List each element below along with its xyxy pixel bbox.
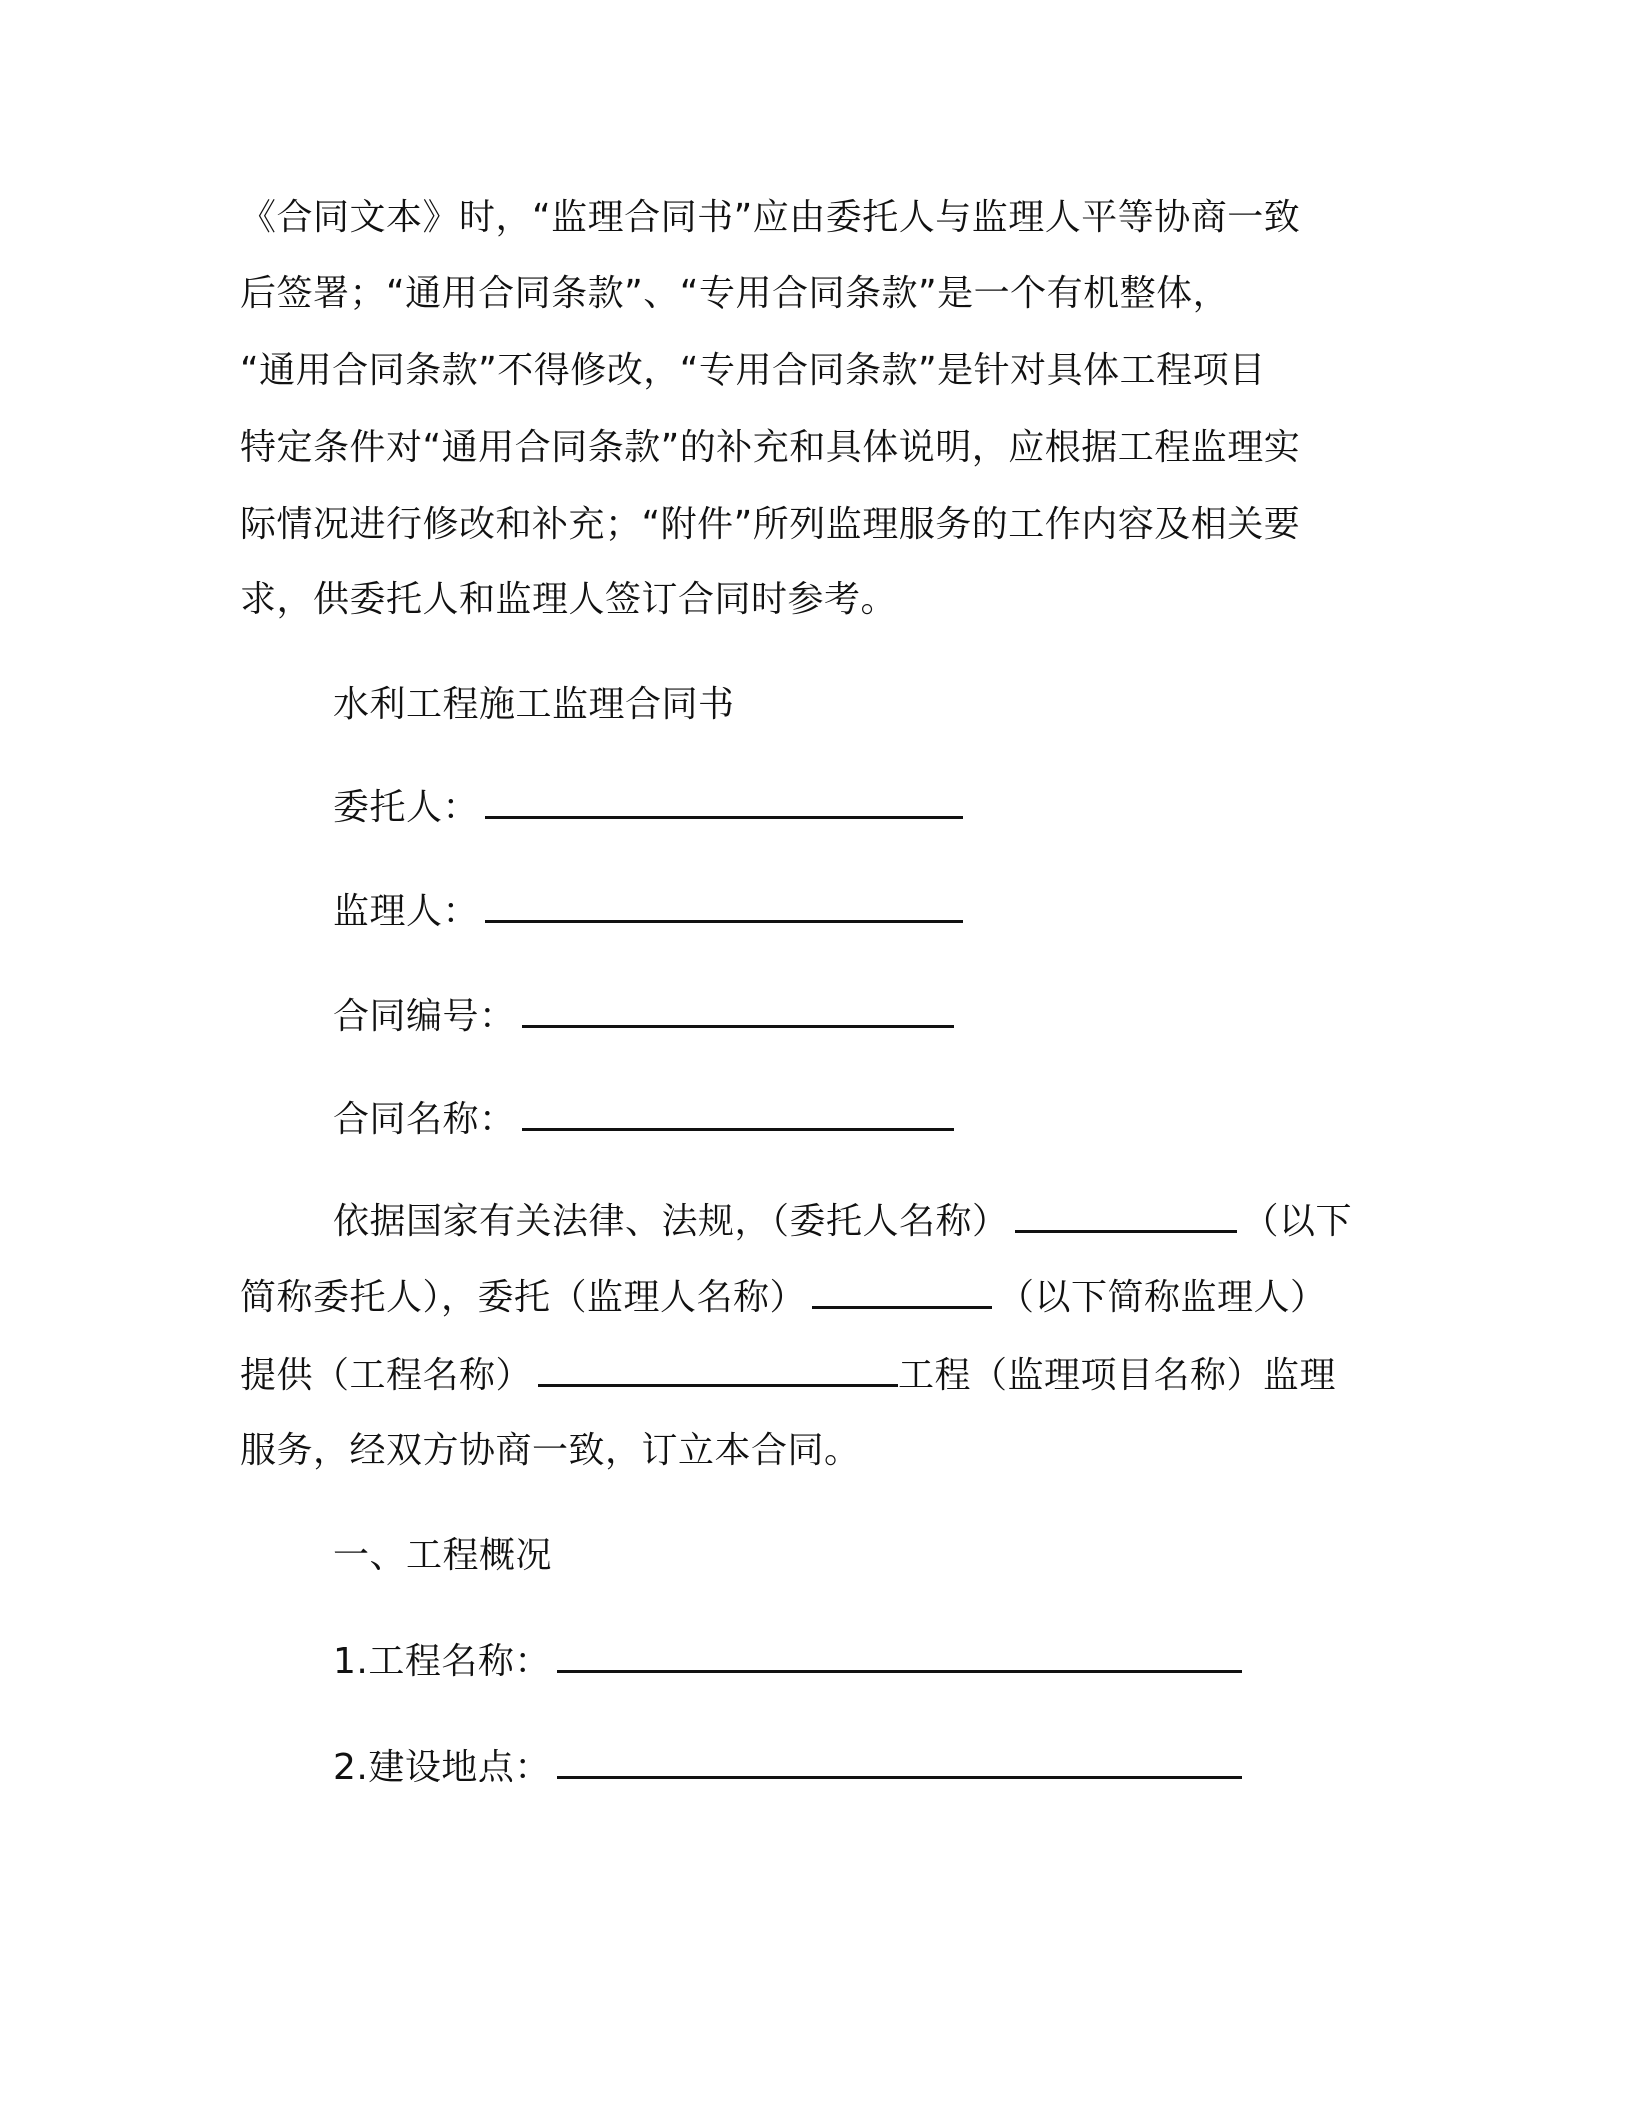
contract-name-label: 合同名称： bbox=[333, 1099, 516, 1140]
agreement-line-3 bbox=[240, 1354, 1380, 1398]
client-name-blank[interactable] bbox=[1015, 1200, 1237, 1233]
contract-name-field-row bbox=[333, 1098, 1473, 1142]
project-name-blank[interactable] bbox=[538, 1354, 898, 1387]
intro-line-4: 特定条件对“通用合同条款”的补充和具体说明，应根据工程监理实 bbox=[240, 427, 1301, 468]
project-name-label: 1.工程名称： bbox=[333, 1641, 551, 1682]
supervisor-label: 监理人： bbox=[333, 891, 480, 932]
project-name-field[interactable] bbox=[557, 1640, 1242, 1673]
construction-site-label: 2.建设地点： bbox=[333, 1747, 551, 1788]
agreement-line-4: 服务，经双方协商一致，订立本合同。 bbox=[240, 1430, 861, 1471]
intro-line-2: 后签署；“通用合同条款”、“专用合同条款”是一个有机整体， bbox=[240, 273, 1230, 314]
agreement-text: （以下 bbox=[1242, 1201, 1353, 1242]
contract-name-blank[interactable] bbox=[522, 1098, 954, 1131]
client-blank[interactable] bbox=[485, 786, 963, 819]
agreement-line-1 bbox=[333, 1200, 1473, 1244]
intro-line-5: 际情况进行修改和补充；“附件”所列监理服务的工作内容及相关要 bbox=[240, 504, 1301, 545]
client-label: 委托人： bbox=[333, 787, 480, 828]
supervisor-name-blank[interactable] bbox=[812, 1276, 992, 1309]
agreement-line-2 bbox=[240, 1276, 1380, 1320]
contract-number-field-row bbox=[333, 995, 1473, 1039]
supervisor-field-row bbox=[333, 890, 1473, 934]
supervisor-blank[interactable] bbox=[485, 890, 963, 923]
construction-site-row bbox=[333, 1746, 1473, 1790]
contract-number-blank[interactable] bbox=[522, 995, 954, 1028]
agreement-text: 工程（监理项目名称）监理 bbox=[898, 1355, 1337, 1396]
agreement-text: 提供（工程名称） bbox=[240, 1355, 533, 1396]
client-field-row bbox=[333, 786, 1473, 830]
intro-line-6: 求，供委托人和监理人签订合同时参考。 bbox=[240, 579, 898, 620]
agreement-text: （以下简称监理人） bbox=[998, 1277, 1327, 1318]
intro-line-3: “通用合同条款”不得修改，“专用合同条款”是针对具体工程项目 bbox=[240, 350, 1266, 391]
document-title: 水利工程施工监理合同书 bbox=[333, 684, 735, 725]
construction-site-field[interactable] bbox=[557, 1746, 1242, 1779]
agreement-text: 依据国家有关法律、法规，（委托人名称） bbox=[333, 1201, 1009, 1242]
intro-line-1: 《合同文本》时，“监理合同书”应由委托人与监理人平等协商一致 bbox=[240, 197, 1301, 238]
project-name-row bbox=[333, 1640, 1473, 1684]
section-1-heading: 一、工程概况 bbox=[333, 1535, 553, 1576]
contract-number-label: 合同编号： bbox=[333, 996, 516, 1037]
agreement-text: 简称委托人），委托（监理人名称） bbox=[240, 1277, 807, 1318]
